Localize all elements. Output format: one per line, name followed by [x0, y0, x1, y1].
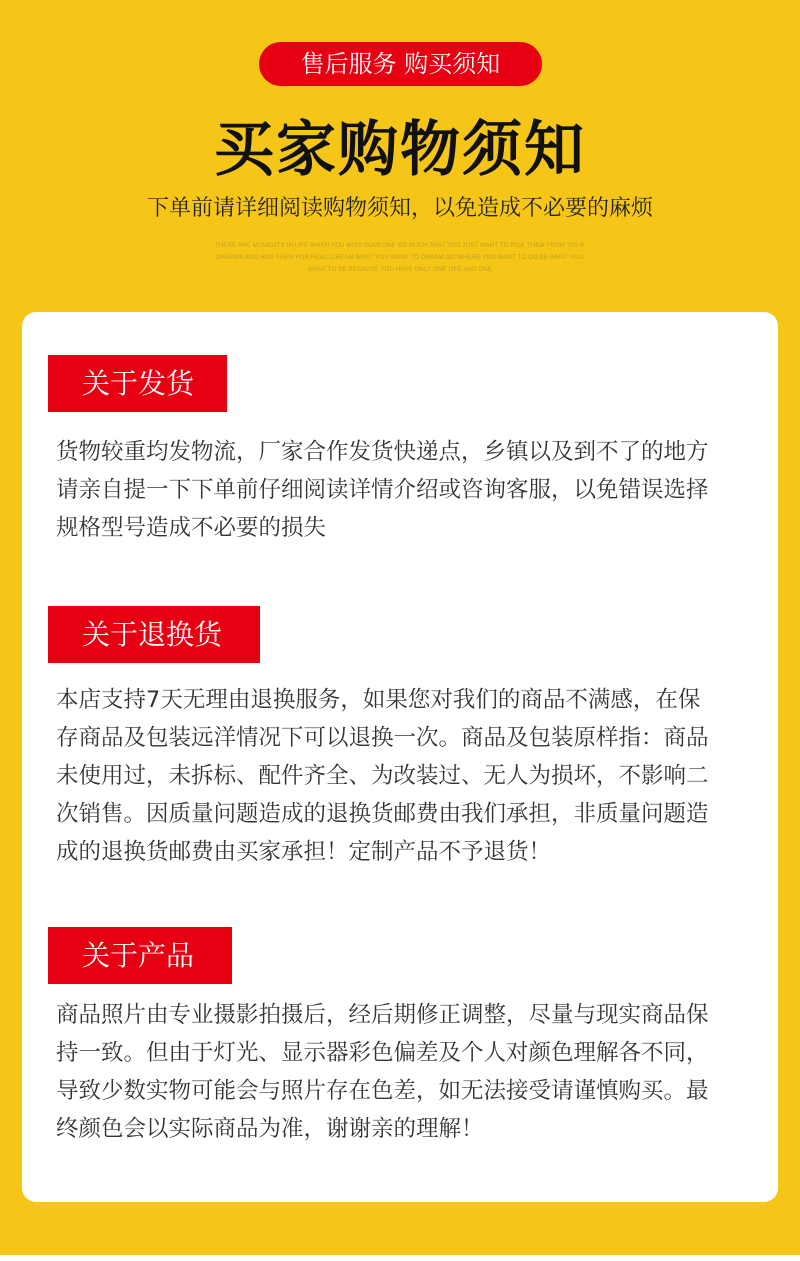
- section-text-shipping: [56, 433, 756, 547]
- text-line: 成的退换货邮费由买家承担！定制产品不予退货！: [56, 839, 552, 865]
- text-line: 终颜色会以实际商品为准，谢谢亲的理解！: [56, 1116, 484, 1142]
- page-title: 买家购物须知: [214, 115, 586, 185]
- section-badge: 售后服务 购买须知: [259, 42, 542, 86]
- text-line: 导致少数实物可能会与照片存在色差，如无法接受请谨慎购买。最: [56, 1078, 709, 1104]
- section-text-product: [56, 996, 756, 1148]
- text-line: 货物较重均发物流，厂家合作发货快递点，乡镇以及到不了的地方: [56, 439, 709, 465]
- english-line: THERE ARE MOMENTS IN LIFE WHEN YOU MISS SOMEONE SO MUCH THAT YOU JUST WANT TO PICK THEM FROM YOUR: [215, 243, 585, 249]
- section-heading-shipping: 关于发货: [48, 355, 227, 412]
- text-line: 未使用过，未拆标、配件齐全、为改装过、无人为损坏，不影响二: [56, 763, 709, 789]
- bottom-divider: [0, 1255, 800, 1261]
- text-line: 商品照片由专业摄影拍摄后，经后期修正调整，尽量与现实商品保: [56, 1002, 709, 1028]
- text-line: 请亲自提一下下单前仔细阅读详情介绍或咨询客服，以免错误选择: [56, 477, 709, 503]
- section-heading-product: 关于产品: [48, 927, 232, 984]
- text-line: 次销售。因质量问题造成的退换货邮费由我们承担，非质量问题造: [56, 801, 709, 827]
- text-line: 存商品及包装远洋情况下可以退换一次。商品及包装原样指：商品: [56, 725, 709, 751]
- decorative-english-text: [195, 240, 605, 276]
- section-heading-returns: 关于退换货: [48, 606, 260, 663]
- page-subtitle: 下单前请详细阅读购物须知，以免造成不必要的麻烦: [146, 196, 653, 221]
- english-line: WANT TO BE,BECAUSE YOU HAVE ONLY ONE LIFE AND ONE: [307, 267, 493, 273]
- text-line: 持一致。但由于灯光、显示器彩色偏差及个人对颜色理解各不同，: [56, 1040, 709, 1066]
- section-text-returns: [56, 681, 756, 871]
- english-line: DREAMS AND HUG THEM FOR REAL! DREAM WHAT YOU WANT TO DREAM;GO WHERE YOU WANT TO GO;BE WHAT YOU: [216, 255, 584, 261]
- text-line: 规格型号造成不必要的损失: [56, 515, 327, 541]
- text-line: 本店支持7天无理由退换服务，如果您对我们的商品不满感，在保: [56, 687, 701, 713]
